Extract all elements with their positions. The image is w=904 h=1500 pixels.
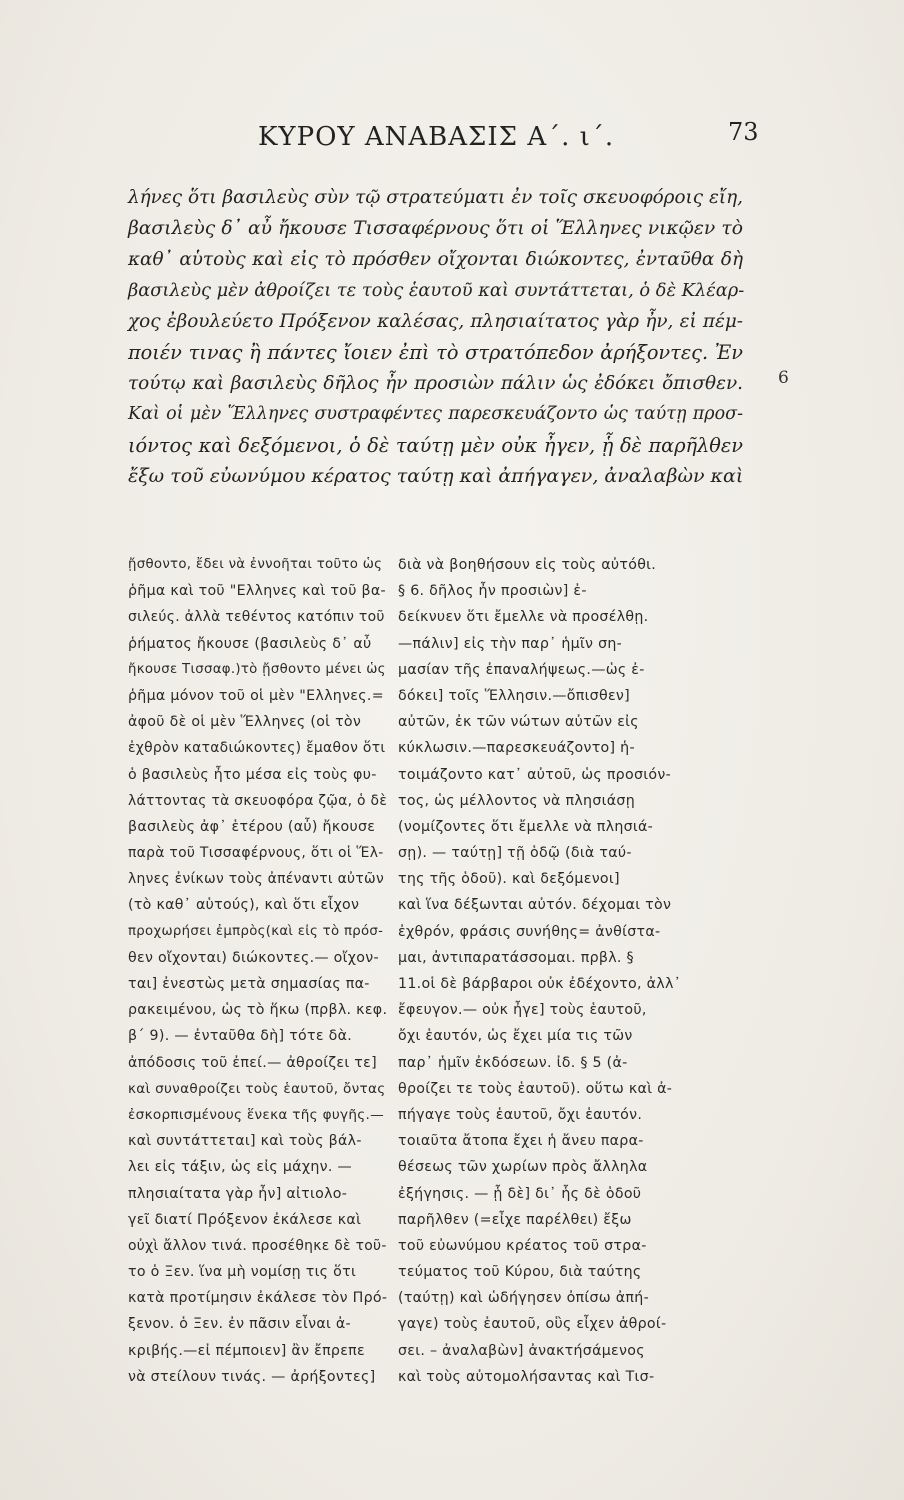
commentary-line: προχωρήσει ἐμπρὸς(καὶ εἰς τὸ πρόσ- xyxy=(128,923,384,939)
commentary-line: παρὰ τοῦ Τισσαφέρνους, ὅτι οἱ Ἕλ- xyxy=(128,845,384,862)
commentary-line: ῥῆμα μόνον τοῦ οἱ μὲν "Ελληνες.= xyxy=(128,687,384,704)
commentary-left-column xyxy=(128,552,390,1390)
main-text-line: τούτῳ καὶ βασιλεὺς δῆλος ἦν προσιὼν πάλιν ὡς ἐδόκει ὄπισθεν. xyxy=(128,373,743,394)
main-text-line: ιόντος καὶ δεξόμενοι, ὁ δὲ ταύτῃ μὲν οὐκ ἦγεν, ᾗ δὲ παρῆλθεν xyxy=(128,434,743,457)
commentary-line: καὶ συντάττεται] καὶ τοὺς βάλ- xyxy=(128,1133,362,1150)
commentary-line: ὄχι ἑαυτόν, ὡς ἔχει μία τις τῶν xyxy=(398,1028,633,1045)
commentary-line: ἐξήγησις. — ᾗ δὲ] δι᾿ ἧς δὲ ὁδοῦ xyxy=(398,1185,642,1202)
commentary-line: ληνες ἐνίκων τοὺς ἀπέναντι αὐτῶν xyxy=(128,871,385,888)
commentary-line: γεῖ διατί Πρόξενον ἐκάλεσε καὶ xyxy=(128,1211,362,1228)
commentary-line: καὶ συναθροίζει τοὺς ἑαυτοῦ, ὄντας xyxy=(128,1080,386,1097)
commentary-line: ἐχθρὸν καταδιώκοντες) ἔμαθον ὅτι xyxy=(128,740,386,757)
commentary-line: το ὁ Ξεν. ἵνα μὴ νομίσῃ τις ὅτι xyxy=(128,1264,357,1281)
commentary-right-column xyxy=(398,552,764,1390)
commentary-line: (ταύτῃ) καὶ ὡδήγησεν ὀπίσω ἀπή- xyxy=(398,1290,649,1307)
commentary-line: παρῆλθεν (=εἶχε παρέλθει) ἔξω xyxy=(398,1211,632,1228)
commentary-line: (νομίζοντες ὅτι ἔμελλε νὰ πλησιά- xyxy=(398,818,654,835)
commentary-line: σῃ). — ταύτῃ] τῇ ὁδῷ (διὰ ταύ- xyxy=(398,845,632,862)
commentary-line: τοιμάζοντο κατ᾿ αὐτοῦ, ὡς προσιόν- xyxy=(398,766,671,783)
commentary-line: ἀπόδοσις τοῦ ἐπεί.— ἀθροίζει τε] xyxy=(128,1054,377,1071)
main-text-line: βασιλεὺς μὲν ἀθροίζει τε τοὺς ἑαυτοῦ καὶ συντάττεται, ὁ δὲ Κλέαρ- xyxy=(128,280,745,301)
commentary-line: μασίαν τῆς ἐπαναλήψεως.—ὡς ἐ- xyxy=(398,661,645,678)
commentary-line: δείκνυεν ὅτι ἔμελλε νὰ προσέλθῃ. xyxy=(398,609,649,626)
commentary-line: θεν οἴχονται) διώκοντες.— οἴχον- xyxy=(128,949,379,966)
commentary-line: διὰ νὰ βοηθήσουν εἰς τοὺς αὐτόθι. xyxy=(398,557,657,573)
commentary-line: β΄ 9). — ἐνταῦθα δὴ] τότε δὰ. xyxy=(128,1028,353,1045)
commentary-line: (τὸ καθ᾿ αὑτούς), καὶ ὅτι εἶχον xyxy=(128,897,360,914)
commentary-line: ὁ βασιλεὺς ἦτο μέσα εἰς τοὺς φυ- xyxy=(128,766,377,783)
main-text-line: Καὶ οἱ μὲν Ἕλληνες συστραφέντες παρεσκευάζοντο ὡς ταύτῃ προσ- xyxy=(128,404,743,424)
commentary-line: ῥῆμα καὶ τοῦ "Ελληνες καὶ τοῦ βα- xyxy=(128,583,386,600)
commentary-line: τος, ὡς μέλλοντος νὰ πλησιάσῃ xyxy=(398,792,635,809)
main-text-line: λήνες ὅτι βασιλεὺς σὺν τῷ στρατεύματι ἐν τοῖς σκευοφόροις εἴη, xyxy=(128,187,743,208)
commentary-line: θροίζει τε τοὺς ἑαυτοῦ). οὕτω καὶ ἀ- xyxy=(398,1080,673,1097)
commentary-line: ρακειμένου, ὡς τὸ ἥκω (πρβλ. κεφ. xyxy=(128,1002,388,1019)
commentary-line: βασιλεὺς ἀφ᾿ ἑτέρου (αὖ) ἤκουσε xyxy=(128,818,376,835)
commentary-line: ται] ἐνεστὼς μετὰ σημασίας πα- xyxy=(128,976,370,992)
commentary-line: τοιαῦτα ἄτοπα ἔχει ἡ ἄνευ παρα- xyxy=(398,1133,644,1150)
main-text-line: ποιέν τινας ἢ πάντες ἴοιεν ἐπὶ τὸ στρατόπεδον ἀρήξοντες. Ἐν xyxy=(128,341,743,364)
commentary-line: τοῦ εὐωνύμου κρέατος τοῦ στρα- xyxy=(398,1237,647,1254)
commentary-line: ἔφευγον.— οὐκ ἦγε] τοὺς ἑαυτοῦ, xyxy=(398,1002,647,1019)
commentary-line: αὐτῶν, ἐκ τῶν νώτων αὐτῶν εἰς xyxy=(398,714,639,731)
commentary-line: σιλεύς. ἀλλὰ τεθέντος κατόπιν τοῦ xyxy=(128,609,385,626)
commentary-line: σει. – ἀναλαβὼν] ἀνακτήσάμενος xyxy=(398,1342,645,1359)
running-title: ΚΥΡΟΥ ΑΝΑΒΑΣΙΣ Α΄. ι΄. xyxy=(258,122,615,152)
main-text-line: βασιλεὺς δ᾿ αὖ ἤκουσε Τισσαφέρνους ὅτι οἱ Ἕλληνες νικῷεν τὸ xyxy=(128,218,743,239)
commentary-line: —πάλιν] εἰς τὴν παρ᾿ ἡμῖν ση- xyxy=(398,635,623,652)
commentary-line: δόκει] τοῖς Ἕλλησιν.—ὄπισθεν] xyxy=(398,687,630,704)
commentary-line: πλησιαίτατα γὰρ ἦν] αἰτιολο- xyxy=(128,1185,348,1202)
commentary-line: γαγε) τοὺς ἑαυτοῦ, οὓς εἶχεν ἀθροί- xyxy=(398,1316,667,1333)
commentary-line: παρ᾿ ἡμῖν ἐκδόσεων. ἰδ. § 5 (ἀ- xyxy=(398,1054,628,1071)
main-text-line: ἔξω τοῦ εὐωνύμου κέρατος ταύτῃ καὶ ἀπήγαγεν, ἀναλαβὼν καὶ xyxy=(128,465,744,487)
commentary-line: ἐσκορπισμένους ἕνεκα τῆς φυγῆς.— xyxy=(128,1106,385,1123)
commentary-line: μαι, ἀντιπαρατάσσομαι. πρβλ. § xyxy=(398,949,634,966)
commentary-line: § 6. δῆλος ἦν προσιὼν] ἐ- xyxy=(398,583,587,600)
commentary-line: ἐχθρόν, φράσις συνήθης= ἀνθίστα- xyxy=(398,923,661,940)
commentary-line: πήγαγε τοὺς ἑαυτοῦ, ὄχι ἑαυτόν. xyxy=(398,1106,643,1123)
commentary-line: ἀφοῦ δὲ οἱ μὲν Ἕλληνες (οἱ τὸν xyxy=(128,714,362,731)
commentary-line: ξενον. ὁ Ξεν. ἐν πᾶσιν εἶναι ἀ- xyxy=(128,1316,351,1333)
commentary-line: 11.οἱ δὲ βάρβαροι οὐκ ἐδέχοντο, ἀλλ᾿ xyxy=(398,976,682,992)
commentary-line: οὐχὶ ἄλλον τινά. προσέθηκε δὲ τοῦ- xyxy=(128,1237,387,1254)
commentary-line: θέσεως τῶν χωρίων πρὸς ἄλληλα xyxy=(398,1159,648,1176)
page-header xyxy=(258,118,759,162)
section-margin-number: 6 xyxy=(778,368,789,388)
commentary-line: τεύματος τοῦ Κύρου, διὰ ταύτης xyxy=(398,1264,642,1281)
commentary-line: κριβής.—εἰ πέμποιεν] ἂν ἔπρεπε xyxy=(128,1342,365,1359)
page-number: 73 xyxy=(728,118,759,146)
commentary-line: λάττοντας τὰ σκευοφόρα ζῷα, ὁ δὲ xyxy=(128,792,388,809)
main-text-line: χος ἐβουλεύετο Πρόξενον καλέσας, πλησιαίτατος γὰρ ἦν, εἰ πέμ- xyxy=(128,311,743,332)
commentary-line: κύκλωσιν.—παρεσκευάζοντο] ἡ- xyxy=(398,740,635,757)
commentary-line: καὶ τοὺς αὐτομολήσαντας καὶ Τισ- xyxy=(398,1368,655,1385)
commentary-line: καὶ ἵνα δέξωνται αὐτόν. δέχομαι τὸν xyxy=(398,897,672,914)
commentary-line: νὰ στείλουν τινάς. — ἀρήξοντες] xyxy=(128,1368,376,1385)
commentary-line: ἤκουσε Τισσαφ.)τὸ ᾔσθοντο μένει ὡς xyxy=(128,661,386,677)
main-text-line: καθ᾿ αὑτοὺς καὶ εἰς τὸ πρόσθεν οἴχονται διώκοντες, ἐνταῦθα δὴ xyxy=(128,249,743,270)
commentary-line: της τῆς ὁδοῦ). καὶ δεξόμενοι] xyxy=(398,871,620,888)
commentary-line: κατὰ προτίμησιν ἐκάλεσε τὸν Πρό- xyxy=(128,1290,388,1307)
commentary-line: ᾔσθοντο, ἔδει νὰ ἐννοῆται τοῦτο ὡς xyxy=(128,557,383,572)
main-text-block xyxy=(128,182,748,492)
commentary-line: λει εἰς τάξιν, ὡς εἰς μάχην. — xyxy=(128,1159,352,1176)
commentary-line: ῥήματος ἤκουσε (βασιλεὺς δ᾿ αὖ xyxy=(128,635,372,652)
